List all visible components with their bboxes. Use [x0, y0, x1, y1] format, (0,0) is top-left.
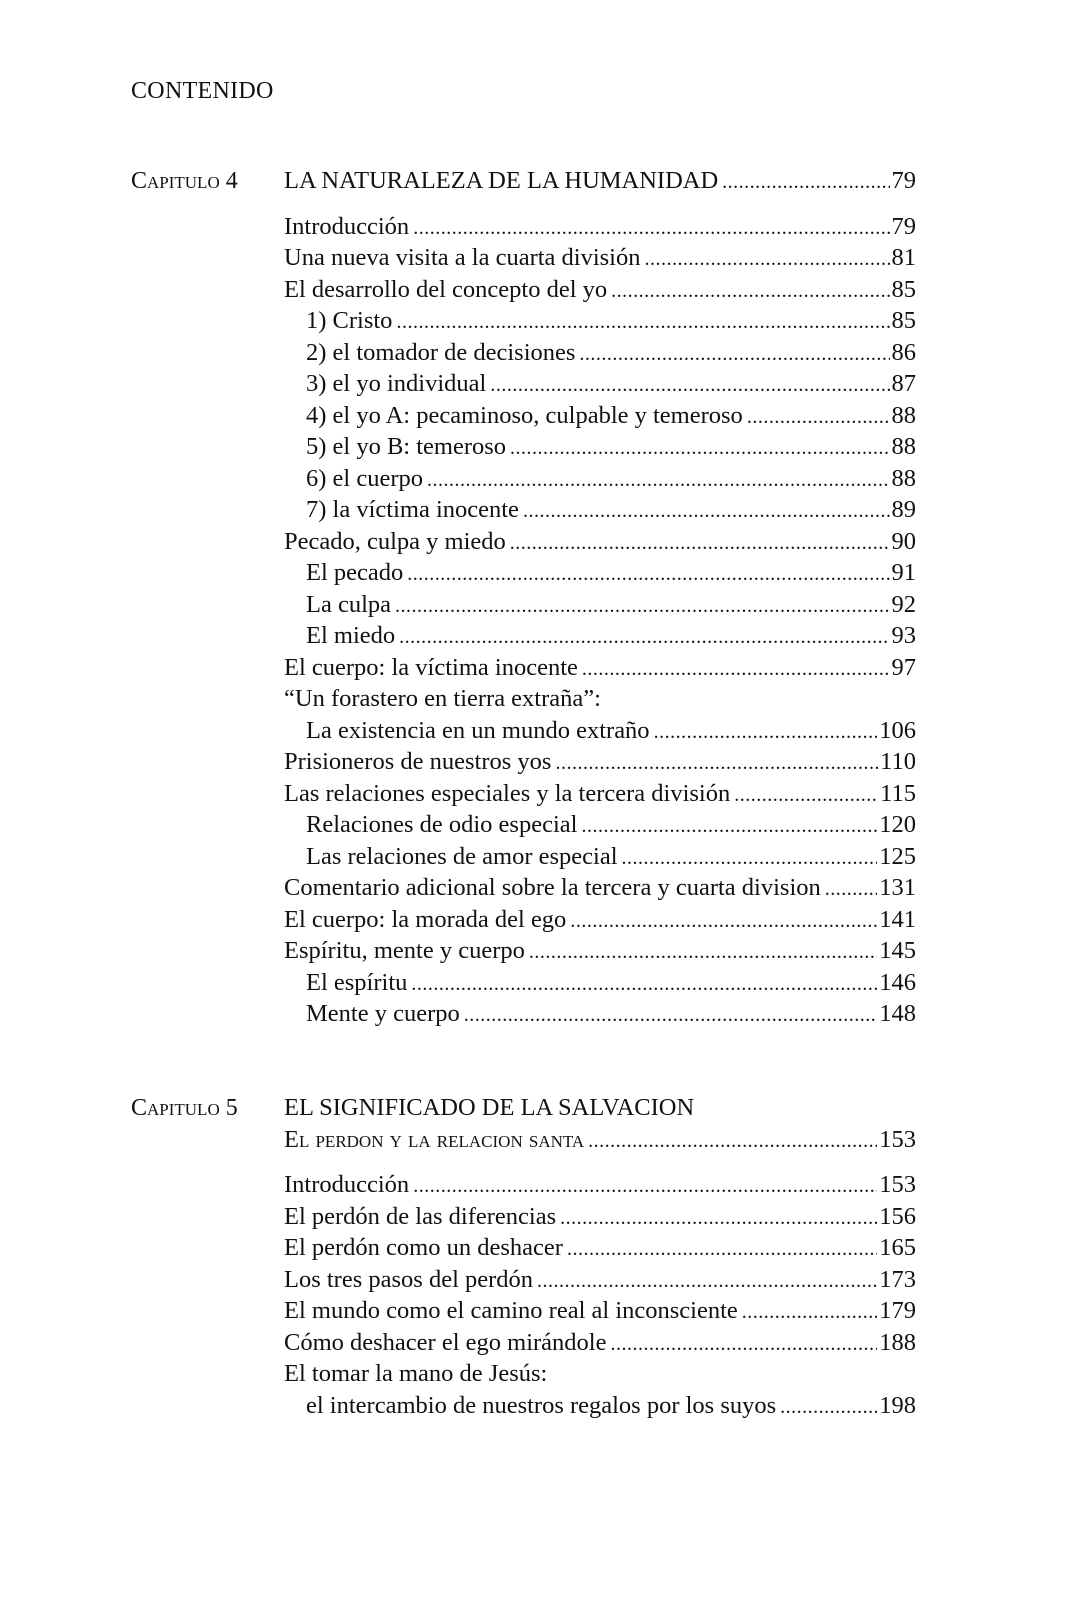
- dot-leader: [407, 559, 889, 591]
- page-number: 179: [879, 1297, 916, 1324]
- dot-leader: [490, 370, 889, 402]
- page-number: 88: [891, 464, 916, 492]
- toc-entry[interactable]: [284, 809, 916, 841]
- entry-title: El cuerpo: la víctima inocente: [284, 653, 578, 681]
- dot-leader: [510, 433, 889, 465]
- page-number: 146: [879, 968, 916, 996]
- toc-entry[interactable]: [284, 305, 916, 337]
- page-number: 89: [891, 496, 916, 523]
- dot-leader: [825, 874, 877, 906]
- chapter-entries: [284, 1092, 916, 1421]
- page-number: 148: [879, 1000, 916, 1027]
- entry-title: Espíritu, mente y cuerpo: [284, 937, 525, 964]
- entry-title: Una nueva visita a la cuarta división: [284, 244, 641, 271]
- entry-title: El desarrollo del concepto del yo: [284, 275, 608, 303]
- toc-entry[interactable]: [284, 935, 916, 967]
- page-number: 79: [891, 167, 916, 194]
- toc-entry[interactable]: [284, 652, 916, 684]
- toc-entry[interactable]: [284, 526, 916, 558]
- toc-entry[interactable]: [284, 778, 916, 810]
- dot-leader: [654, 717, 878, 749]
- page-number: 92: [891, 590, 916, 618]
- entry-title: 7) la víctima inocente: [306, 496, 519, 523]
- page-number: 115: [880, 779, 916, 807]
- toc-entry[interactable]: [284, 872, 916, 904]
- page-number: 88: [891, 433, 916, 460]
- page-number: 85: [891, 307, 916, 334]
- entry-title: Los tres pasos del perdón: [284, 1265, 534, 1293]
- entry-title: El miedo: [306, 622, 396, 649]
- entry-title: Las relaciones de amor especial: [306, 842, 618, 870]
- toc-entry[interactable]: [284, 1295, 916, 1327]
- page-number: 88: [891, 401, 916, 429]
- page-number: 91: [891, 559, 916, 586]
- toc-entry[interactable]: [284, 589, 916, 621]
- toc-entry[interactable]: [284, 1264, 916, 1296]
- entry-title: 5) el yo B: temeroso: [306, 433, 507, 460]
- toc-entry[interactable]: [284, 431, 916, 463]
- dot-leader: [427, 465, 890, 497]
- page-number: 198: [879, 1391, 916, 1419]
- dot-leader: [560, 1203, 877, 1235]
- dot-leader: [529, 937, 877, 969]
- dot-leader: [734, 780, 878, 812]
- page-number: 86: [891, 338, 916, 366]
- dot-leader: [780, 1392, 877, 1424]
- toc-entry[interactable]: [284, 746, 916, 778]
- dot-leader: [742, 1297, 877, 1329]
- chapter-label: Capitulo 4: [131, 168, 238, 194]
- chapter-subtitle: El perdon y la relacion santa: [284, 1125, 585, 1153]
- spacer: [284, 197, 916, 211]
- entry-title: El perdón como un deshacer: [284, 1234, 563, 1261]
- toc-entry[interactable]: [284, 1232, 916, 1264]
- toc-entry[interactable]: [284, 1390, 916, 1422]
- page-number: 145: [879, 937, 916, 964]
- page-number: 87: [891, 370, 916, 397]
- dot-leader: [581, 811, 877, 843]
- page-number: 173: [879, 1265, 916, 1293]
- entry-title: Pecado, culpa y miedo: [284, 527, 506, 555]
- entry-list: [284, 1169, 916, 1421]
- entry-title: Mente y cuerpo: [306, 1000, 460, 1027]
- entry-title: 1) Cristo: [306, 307, 393, 334]
- page-number: 188: [879, 1328, 916, 1356]
- entry-title: El pecado: [306, 559, 404, 586]
- toc-entry[interactable]: [284, 337, 916, 369]
- page-number: 81: [891, 244, 916, 271]
- page-number: 106: [879, 716, 916, 744]
- dot-leader: [579, 339, 889, 371]
- entry-title: Introducción: [284, 212, 410, 240]
- dot-leader: [523, 496, 890, 528]
- toc-entry[interactable]: [284, 368, 916, 400]
- page-number: 85: [891, 275, 916, 303]
- page-number: 125: [879, 842, 916, 870]
- chapter-title: LA NATURALEZA DE LA HUMANIDAD: [284, 167, 719, 194]
- page-number: 153: [879, 1125, 916, 1153]
- entry-title: Introducción: [284, 1171, 410, 1198]
- page-number: 97: [891, 653, 916, 681]
- entry-title: el intercambio de nuestros regalos por los suyos: [306, 1391, 777, 1419]
- page-number: 131: [879, 874, 916, 901]
- page-number: 79: [891, 212, 916, 240]
- entry-title: El espíritu: [306, 968, 408, 996]
- dot-leader: [537, 1266, 877, 1298]
- toc-entry[interactable]: [284, 463, 916, 495]
- dot-leader: [396, 307, 889, 339]
- toc-entry[interactable]: [284, 998, 916, 1030]
- toc-entry[interactable]: [284, 211, 916, 243]
- dot-leader: [747, 402, 890, 434]
- toc-entry[interactable]: [284, 841, 916, 873]
- page-number: 110: [880, 748, 916, 775]
- toc-entry[interactable]: [284, 904, 916, 936]
- page-number: 90: [891, 527, 916, 555]
- entry-title: “Un forastero en tierra extraña”:: [284, 685, 601, 712]
- toc-entry[interactable]: [284, 1358, 916, 1390]
- entry-title: 6) el cuerpo: [306, 464, 423, 492]
- chapter-subtitle-row[interactable]: [284, 1124, 916, 1156]
- dot-leader: [610, 1329, 877, 1361]
- running-header: CONTENIDO: [131, 78, 274, 104]
- toc-entry[interactable]: [284, 557, 916, 589]
- entry-title: El perdón de las diferencias: [284, 1202, 557, 1230]
- entry-title: La existencia en un mundo extraño: [306, 716, 650, 744]
- entry-list: [284, 211, 916, 1030]
- toc-entry[interactable]: [284, 683, 916, 715]
- entry-title: El tomar la mano de Jesús:: [284, 1360, 548, 1387]
- dot-leader: [413, 1171, 877, 1203]
- dot-leader: [399, 622, 889, 654]
- entry-title: 2) el tomador de decisiones: [306, 338, 576, 366]
- toc-entry[interactable]: [284, 620, 916, 652]
- dot-leader: [722, 167, 889, 199]
- entry-title: El cuerpo: la morada del ego: [284, 905, 567, 933]
- toc-entry[interactable]: [284, 274, 916, 306]
- page-number: 165: [879, 1234, 916, 1261]
- entry-title: 4) el yo A: pecaminoso, culpable y temeroso: [306, 401, 743, 429]
- dot-leader: [510, 528, 890, 560]
- entry-title: Prisioneros de nuestros yos: [284, 748, 552, 775]
- chapter-label: Capitulo 5: [131, 1095, 238, 1121]
- toc-entry[interactable]: [284, 1327, 916, 1359]
- page-number: 153: [879, 1171, 916, 1198]
- toc-entry[interactable]: [284, 967, 916, 999]
- page-number: 93: [891, 622, 916, 649]
- dot-leader: [622, 843, 878, 875]
- spacer: [284, 1155, 916, 1169]
- chapter-title-row[interactable]: [284, 165, 916, 197]
- toc-entry[interactable]: [284, 400, 916, 432]
- toc-entry[interactable]: [284, 1169, 916, 1201]
- dot-leader: [555, 748, 878, 780]
- entry-title: 3) el yo individual: [306, 370, 487, 397]
- entry-title: Cómo deshacer el ego mirándole: [284, 1328, 607, 1356]
- entry-title: Comentario adicional sobre la tercera y cuarta division: [284, 874, 821, 901]
- entry-title: Las relaciones especiales y la tercera división: [284, 779, 731, 807]
- page-number: 141: [879, 905, 916, 933]
- toc-entry[interactable]: [284, 715, 916, 747]
- dot-leader: [395, 591, 889, 623]
- dot-leader: [588, 1126, 877, 1158]
- page-number: 120: [879, 811, 916, 838]
- toc-entry[interactable]: [284, 1201, 916, 1233]
- entry-title: Relaciones de odio especial: [306, 811, 578, 838]
- toc-entry[interactable]: [284, 494, 916, 526]
- entry-title: La culpa: [306, 590, 392, 618]
- entry-title: El mundo como el camino real al inconsciente: [284, 1297, 738, 1324]
- toc-entry[interactable]: [284, 242, 916, 274]
- dot-leader: [582, 654, 890, 686]
- chapter-title: EL SIGNIFICADO DE LA SALVACION: [284, 1094, 695, 1121]
- dot-leader: [570, 906, 877, 938]
- chapter-title-row: [284, 1092, 916, 1124]
- dot-leader: [411, 969, 877, 1001]
- dot-leader: [611, 276, 889, 308]
- page-number: 156: [879, 1202, 916, 1230]
- chapter-entries: [284, 165, 916, 1030]
- dot-leader: [464, 1000, 878, 1032]
- dot-leader: [413, 213, 889, 245]
- dot-leader: [567, 1234, 877, 1266]
- dot-leader: [645, 244, 890, 276]
